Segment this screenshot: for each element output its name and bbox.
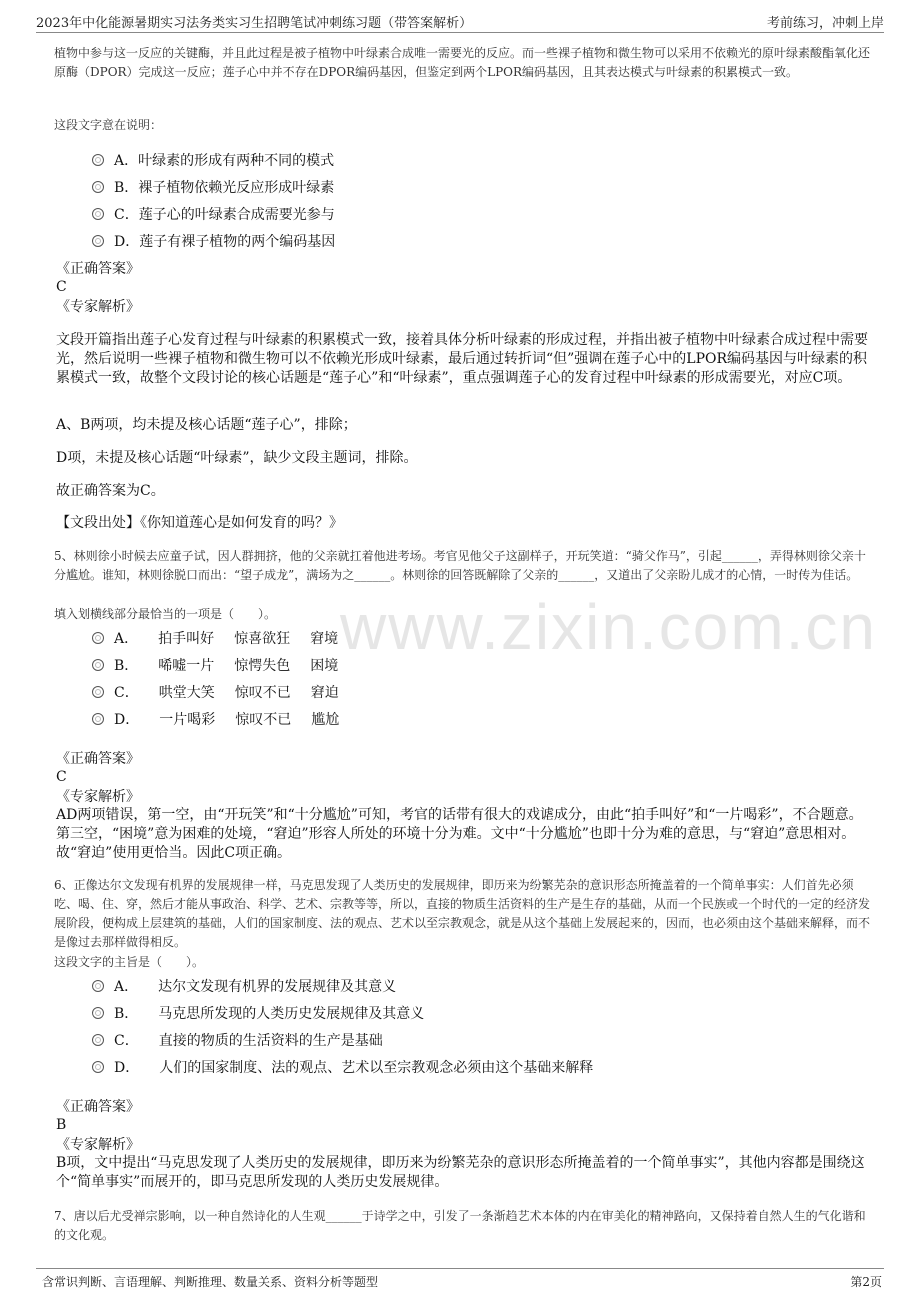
q6-answer-label: 《正确答案》 (56, 1099, 140, 1115)
q5-analysis-label: 《专家解析》 (56, 789, 140, 805)
q4-answer: C (56, 279, 67, 295)
radio-icon[interactable] (92, 1007, 104, 1019)
q4-analysis-ab: A、B两项，均未提及核心话题“莲子心”，排除； (56, 417, 357, 433)
q5-passage: 5、林则徐小时候去应童子试，因人群拥挤，他的父亲就扛着他进考场。考官见他父子这副样子，开玩笑道：“骑父作马”，引起______，弄得林则徐父亲十分尴尬。谁知，林则徐脱口而出：“望子成龙”，满场为之______。林则徐的回答既解除了父亲的______，又道出了父亲盼儿成才的心情，一时传为佳话。 (54, 549, 866, 582)
footer-note: 含常识判断、言语理解、判断推理、数量关系、资料分析等题型 (42, 1275, 379, 1289)
q6-passage: 6、正像达尔文发现有机界的发展规律一样，马克思发现了人类历史的发展规律，即历来为纷繁芜杂的意识形态所掩盖着的一个简单事实：人们首先必须吃、喝、住、穿，然后才能从事政治、科学、艺术、宗教等等，所以，直接的物质生活资料的生产是生存的基础，从而一个民族或一个时代的一定的经济发展阶段，便构成上层建筑的基础，人们的国家制度、法的观点、艺术以至宗教观念，就是从这个基础上发展起来的，因而，也必须由这个基础来解释，而不是像过去那样做得相反。 (54, 878, 871, 949)
q4-answer-label: 《正确答案》 (56, 261, 140, 277)
q4-option-c[interactable] (92, 204, 335, 224)
q6-option-c[interactable]: C． 直接的物质的生活资料的生产是基础 (92, 1030, 383, 1050)
q6-analysis-label: 《专家解析》 (56, 1137, 140, 1153)
radio-icon[interactable] (92, 980, 104, 992)
q4-passage: 植物中参与这一反应的关键酶，并且此过程是被子植物中叶绿素合成唯一需要光的反应。而一些裸子植物和微生物可以采用不依赖光的原叶绿素酸酯氧化还原酶（DPOR）完成这一反应；莲子心中并不存在DPOR编码基因，但鉴定到两个LPOR编码基因，且其表达模式与叶绿素的积累模式一致。 (54, 46, 871, 79)
watermark: www.zixin.com.cn (340, 591, 877, 663)
q4-analysis-label: 《专家解析》 (56, 299, 140, 315)
q6-answer: B (56, 1117, 67, 1133)
radio-icon[interactable] (92, 632, 104, 644)
radio-icon[interactable] (92, 1034, 104, 1046)
q4-option-d-label: D．莲子有裸子植物的两个编码基因 (114, 234, 336, 250)
q4-option-b[interactable] (92, 177, 334, 197)
q4-option-b-label: B．裸子植物依赖光反应形成叶绿素 (114, 180, 335, 196)
q4-option-c-label: C．莲子心的叶绿素合成需要光参与 (114, 207, 335, 223)
q5-answer-label: 《正确答案》 (56, 751, 140, 767)
radio-icon[interactable] (92, 1061, 104, 1073)
q4-option-a-label: A．叶绿素的形成有两种不同的模式 (114, 153, 335, 169)
radio-icon[interactable] (92, 154, 104, 166)
q6-analysis: B项，文中提出“马克思发现了人类历史的发展规律，即历来为纷繁芜杂的意识形态所掩盖着的一个简单事实”，其他内容都是围绕这个“简单事实”而展开的，即马克思所发现的人类历史发展规律。 (56, 1155, 865, 1190)
q5-answer: C (56, 769, 67, 785)
q4-analysis-conclusion: 故正确答案为C。 (56, 483, 165, 499)
q6-option-b[interactable]: B． 马克思所发现的人类历史发展规律及其意义 (92, 1003, 424, 1023)
radio-icon[interactable] (92, 686, 104, 698)
header-slogan: 考前练习，冲刺上岸 (766, 16, 884, 31)
q6-option-a[interactable]: A． 达尔文发现有机界的发展规律及其意义 (92, 976, 396, 996)
q5-option-c[interactable]: C． 哄堂大笑 惊叹不已 窘迫 (92, 682, 339, 702)
q6-stem: 这段文字的主旨是（ ）。 (54, 955, 205, 969)
document-title: 2023年中化能源暑期实习法务类实习生招聘笔试冲刺练习题（带答案解析） (36, 16, 473, 31)
q4-option-d[interactable] (92, 231, 335, 251)
q5-stem: 填入划横线部分最恰当的一项是（ ）。 (54, 607, 277, 621)
q5-option-d[interactable]: D． 一片喝彩 惊叹不已 尴尬 (92, 709, 339, 729)
q4-source: 【文段出处】《你知道莲心是如何发育的吗？》 (56, 515, 343, 531)
q5-analysis: AD两项错误，第一空，由“开玩笑”和“十分尴尬”可知，考官的话带有很大的戏谑成分，由此“拍手叫好”和“一片喝彩”，不合题意。第三空，“困境”意为困难的处境，“窘迫”形容人所处的环境十分为难。文中“十分尴尬”也即十分为难的意思，与“窘迫”意思相对。故“窘迫”使用更恰当。因此C项正确。 (56, 807, 863, 861)
q6-option-d[interactable]: D． 人们的国家制度、法的观点、艺术以至宗教观念必须由这个基础来解释 (92, 1057, 593, 1077)
page-number: 第2页 (850, 1275, 882, 1289)
page-header (36, 10, 884, 33)
q5-option-b[interactable]: B． 唏嘘一片 惊愕失色 困境 (92, 655, 338, 675)
radio-icon[interactable] (92, 181, 104, 193)
q4-analysis-body: 文段开篇指出莲子心发育过程与叶绿素的积累模式一致，接着具体分析叶绿素的形成过程，并指出被子植物中叶绿素合成过程中需要光，然后说明一些裸子植物和微生物可以不依赖光形成叶绿素，最后通过转折词“但”强调在莲子心中的LPOR编码基因与叶绿素的积累模式一致，故整个文段讨论的核心话题是“莲子心”和“叶绿素”，重点强调莲子心的发育过程中叶绿素的形成需要光，对应C项。 (56, 332, 868, 386)
q4-option-a[interactable] (92, 150, 334, 170)
q5-option-a[interactable]: A． 拍手叫好 惊喜欲狂 窘境 (92, 628, 338, 648)
radio-icon[interactable] (92, 235, 104, 247)
q4-analysis-d: D项，未提及核心话题“叶绿素”，缺少文段主题词，排除。 (56, 450, 418, 466)
q7-passage: 7、唐以后尤受禅宗影响，以一种自然诗化的人生观______于诗学之中，引发了一条渐趋艺术本体的内在审美化的精神路向，又保持着自然人生的气化谐和的文化观。 (54, 1209, 866, 1242)
q4-stem: 这段文字意在说明： (54, 118, 163, 132)
radio-icon[interactable] (92, 713, 104, 725)
radio-icon[interactable] (92, 208, 104, 220)
radio-icon[interactable] (92, 659, 104, 671)
page-footer (36, 1268, 884, 1293)
